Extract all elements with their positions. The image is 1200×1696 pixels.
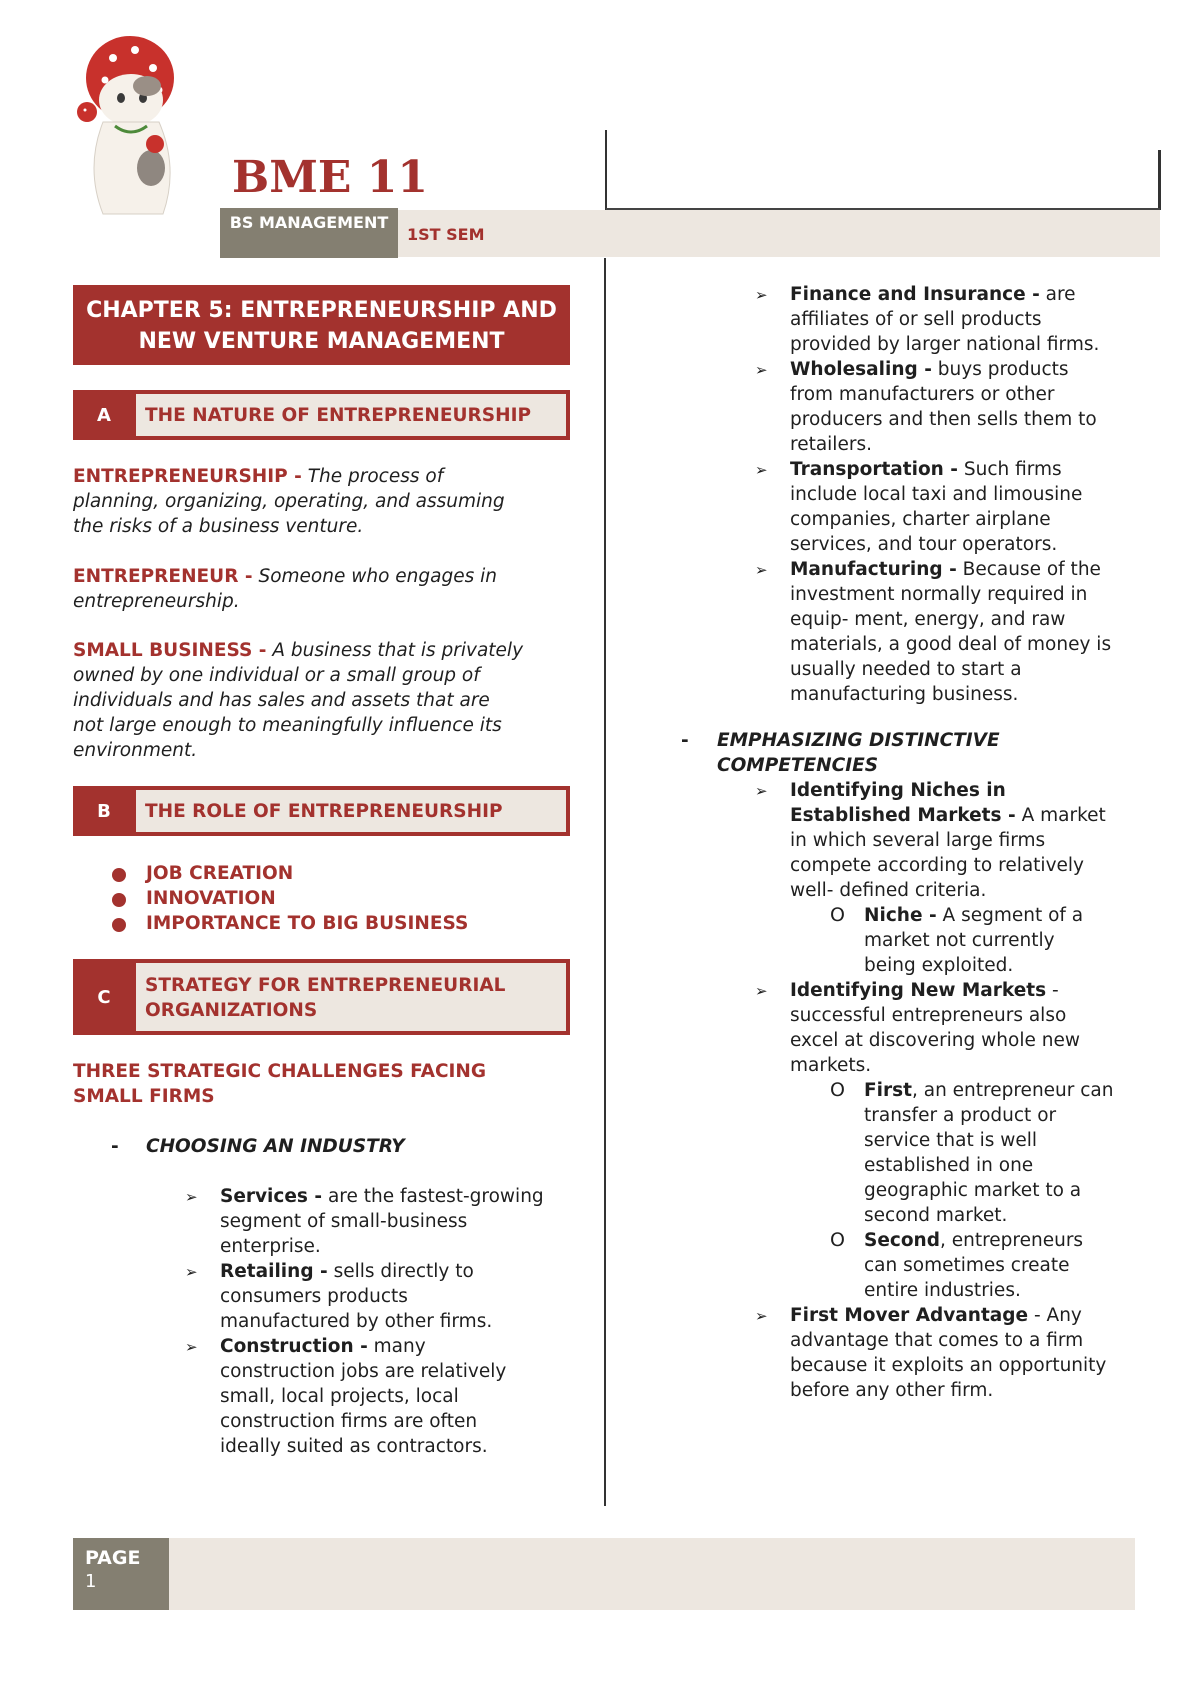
term-entrepreneur (73, 564, 573, 614)
section-letter: A (97, 404, 111, 426)
industry-text: sells directly to (333, 1261, 474, 1282)
semester-label: 1ST SEM (407, 225, 485, 244)
chapter-title: CHAPTER 5: ENTREPRENEURSHIP AND NEW VENTURE MANAGEMENT (73, 285, 570, 365)
challenges-heading (73, 1059, 486, 1109)
identifying-new-markets (790, 978, 1170, 1078)
column-divider (604, 258, 606, 1506)
item-text: being exploited. (864, 955, 1014, 976)
industry-text: provided by larger national firms. (790, 334, 1100, 355)
item-term: Established Markets - (790, 805, 1016, 826)
industry-text: producers and then sells them to (790, 409, 1097, 430)
item-text: excel at discovering whole new (790, 1030, 1080, 1051)
challenges-heading-line: SMALL FIRMS (73, 1086, 215, 1107)
industry-text: many (373, 1336, 426, 1357)
choosing-industry-heading: CHOOSING AN INDUSTRY (146, 1136, 405, 1157)
page-number: 1 (85, 1571, 97, 1592)
footer-bar (73, 1538, 1135, 1610)
arrow-bullet-icon: ➢ (755, 461, 768, 479)
industry-text: usually needed to start a (790, 659, 1022, 680)
niche-definition (864, 903, 1164, 978)
industry-text: are the fastest-growing (327, 1186, 544, 1207)
first-mover-advantage (790, 1303, 1170, 1403)
section-b-header (73, 786, 570, 836)
arrow-bullet-icon: ➢ (755, 782, 768, 800)
section-c-header (73, 959, 570, 1035)
dash-bullet: - (681, 730, 689, 751)
item-text: can sometimes create (864, 1255, 1070, 1276)
heading-line: COMPETENCIES (717, 755, 879, 776)
item-term: Second (864, 1230, 940, 1251)
industry-services (220, 1184, 580, 1259)
circle-bullet-icon: O (830, 1079, 845, 1101)
item-text: compete according to relatively (790, 855, 1084, 876)
challenges-heading-line: THREE STRATEGIC CHALLENGES FACING (73, 1061, 487, 1082)
item-text: in which several large firms (790, 830, 1046, 851)
industry-text: materials, a good deal of money is (790, 634, 1112, 655)
term-small-business (73, 638, 573, 763)
item-text: A segment of a (942, 905, 1084, 926)
item-text: - (1052, 980, 1059, 1001)
term-definition: planning, organizing, operating, and assuming (73, 491, 505, 512)
circle-bullet-icon: O (830, 1229, 845, 1251)
term-label: SMALL BUSINESS - (73, 640, 267, 661)
term-definition: Someone who engages in (258, 566, 497, 587)
industry-text: consumers products (220, 1286, 408, 1307)
arrow-bullet-icon: ➢ (755, 361, 768, 379)
term-definition: the risks of a business venture. (73, 516, 364, 537)
term-definition: A business that is privately (272, 640, 524, 661)
arrow-bullet-icon: ➢ (185, 1338, 198, 1356)
industry-text: affiliates of or sell products (790, 309, 1042, 330)
distinctive-competencies-heading (717, 728, 1000, 778)
arrow-bullet-icon: ➢ (185, 1263, 198, 1281)
section-title (136, 963, 566, 1031)
heading-line: EMPHASIZING DISTINCTIVE (717, 730, 1000, 751)
industry-term: Transportation - (790, 459, 958, 480)
term-definition: entrepreneurship. (73, 591, 240, 612)
item-text: advantage that comes to a firm (790, 1330, 1084, 1351)
term-definition: owned by one individual or a small group of (73, 665, 480, 686)
item-text: , entrepreneurs (939, 1230, 1084, 1251)
industry-term: Finance and Insurance - (790, 284, 1040, 305)
circle-bullet-icon: O (830, 904, 845, 926)
item-term: Niche - (864, 905, 937, 926)
industry-transportation (790, 457, 1170, 557)
arrow-bullet-icon: ➢ (185, 1188, 198, 1206)
industry-text: Such firms (963, 459, 1062, 480)
item-text: A market (1021, 805, 1106, 826)
industry-term: Services - (220, 1186, 323, 1207)
term-definition: not large enough to meaningfully influence its (73, 715, 502, 736)
program-badge: BS MANAGEMENT (220, 208, 398, 258)
arrow-bullet-icon: ➢ (755, 286, 768, 304)
item-text: markets. (790, 1055, 872, 1076)
item-text: entire industries. (864, 1280, 1021, 1301)
item-text: geographic market to a (864, 1180, 1082, 1201)
arrow-bullet-icon: ➢ (755, 1307, 768, 1325)
section-a-header (73, 390, 570, 440)
industry-text: ideally suited as contractors. (220, 1436, 488, 1457)
item-term: Identifying Niches in (790, 780, 1006, 801)
bullet-dot-icon (112, 893, 126, 907)
item-text: - Any (1033, 1305, 1082, 1326)
term-entrepreneurship (73, 464, 573, 539)
item-term: First Mover Advantage (790, 1305, 1029, 1326)
item-text: service that is well (864, 1130, 1038, 1151)
bullet-dot-icon (112, 918, 126, 932)
cat-mascot-illustration (55, 18, 205, 238)
header-divider-right (1158, 150, 1161, 210)
industry-text: construction firms are often (220, 1411, 478, 1432)
item-text: established in one (864, 1155, 1034, 1176)
item-text: well- defined criteria. (790, 880, 987, 901)
industry-text: Because of the (962, 559, 1101, 580)
industry-manufacturing (790, 557, 1170, 707)
course-title: BME 11 (232, 152, 428, 203)
term-label: ENTREPRENEURSHIP - (73, 466, 302, 487)
section-title: THE NATURE OF ENTREPRENEURSHIP (136, 394, 566, 436)
bullet-dot-icon (112, 868, 126, 882)
industry-text: enterprise. (220, 1236, 321, 1257)
semester-bar (398, 210, 1160, 257)
industry-text: investment normally required in (790, 584, 1088, 605)
second-point (864, 1228, 1164, 1303)
role-bullet: JOB CREATION (146, 863, 294, 884)
industry-term: Wholesaling - (790, 359, 932, 380)
industry-term: Retailing - (220, 1261, 328, 1282)
page-indicator (73, 1538, 169, 1610)
role-bullet: IMPORTANCE TO BIG BUSINESS (146, 913, 469, 934)
industry-text: segment of small-business (220, 1211, 468, 1232)
industry-text: are (1045, 284, 1076, 305)
term-label: ENTREPRENEUR - (73, 566, 253, 587)
term-definition: individuals and has sales and assets that are (73, 690, 490, 711)
item-text: second market. (864, 1205, 1008, 1226)
item-text: before any other firm. (790, 1380, 994, 1401)
industry-term: Manufacturing - (790, 559, 957, 580)
identifying-niches (790, 778, 1170, 903)
industry-text: services, and tour operators. (790, 534, 1058, 555)
section-title: THE ROLE OF ENTREPRENEURSHIP (136, 790, 566, 832)
section-letter: C (97, 986, 111, 1008)
section-title-line: ORGANIZATIONS (145, 1000, 318, 1021)
arrow-bullet-icon: ➢ (755, 982, 768, 1000)
page-label: PAGE (85, 1547, 141, 1569)
first-point (864, 1078, 1164, 1228)
industry-text: include local taxi and limousine (790, 484, 1083, 505)
industry-term: Construction - (220, 1336, 368, 1357)
industry-text: construction jobs are relatively (220, 1361, 507, 1382)
arrow-bullet-icon: ➢ (755, 561, 768, 579)
item-text: transfer a product or (864, 1105, 1057, 1126)
industry-text: small, local projects, local (220, 1386, 459, 1407)
industry-retailing (220, 1259, 580, 1334)
item-text: market not currently (864, 930, 1055, 951)
section-title-line: STRATEGY FOR ENTREPRENEURIAL (145, 975, 506, 996)
industry-text: manufactured by other firms. (220, 1311, 493, 1332)
industry-text: buys products (937, 359, 1069, 380)
industry-wholesaling (790, 357, 1170, 457)
item-text: successful entrepreneurs also (790, 1005, 1067, 1026)
industry-text: companies, charter airplane (790, 509, 1051, 530)
dash-bullet: - (111, 1136, 119, 1157)
role-bullet: INNOVATION (146, 888, 276, 909)
item-text: , an entrepreneur can (911, 1080, 1114, 1101)
item-text: because it exploits an opportunity (790, 1355, 1107, 1376)
item-term: Identifying New Markets (790, 980, 1047, 1001)
industry-text: retailers. (790, 434, 872, 455)
term-definition: The process of (307, 466, 444, 487)
section-letter: B (97, 800, 111, 822)
industry-text: manufacturing business. (790, 684, 1019, 705)
industry-text: equip- ment, energy, and raw (790, 609, 1066, 630)
industry-finance (790, 282, 1170, 357)
header-divider (605, 130, 607, 210)
industry-construction (220, 1334, 580, 1459)
item-term: First (864, 1080, 912, 1101)
industry-text: from manufacturers or other (790, 384, 1055, 405)
term-definition: environment. (73, 740, 198, 761)
